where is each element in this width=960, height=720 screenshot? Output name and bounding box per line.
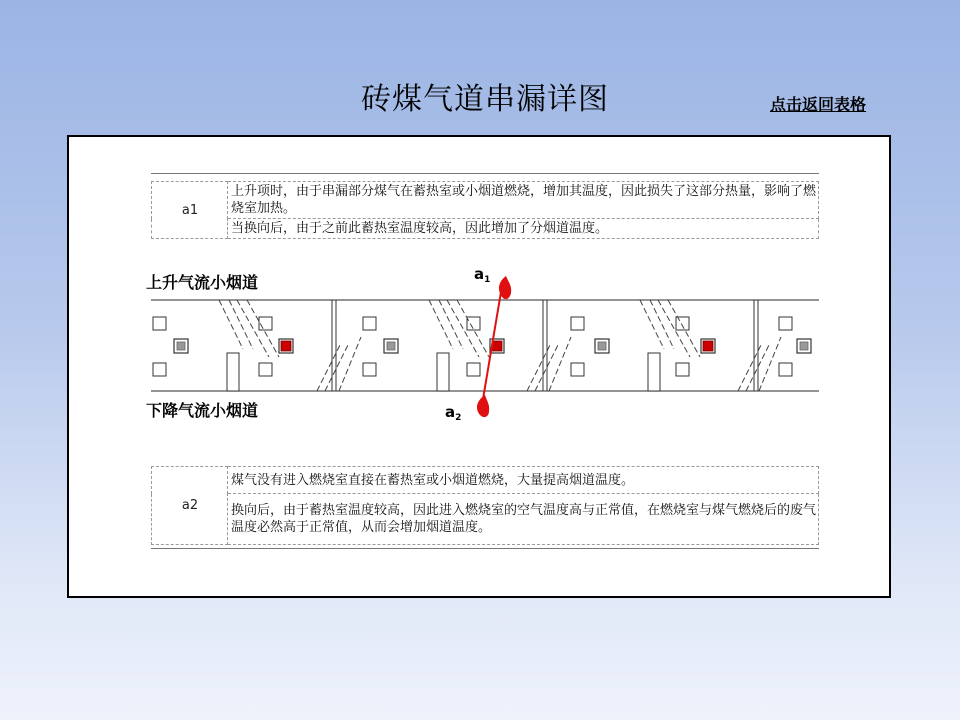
nozzle-hot-core — [281, 341, 291, 351]
duct-opening — [571, 363, 584, 376]
lower-flue-caption: 下降气流小烟道 — [146, 401, 259, 420]
duct-opening — [676, 317, 689, 330]
divider-posts — [227, 353, 660, 391]
upper-flue-caption: 上升气流小烟道 — [146, 273, 259, 292]
page-title: 砖煤气道串漏详图 — [361, 82, 609, 117]
back-to-table-link[interactable]: 点击返回表格 — [770, 95, 867, 114]
note-label-a1: a1 — [152, 182, 228, 239]
flame-a2-icon — [477, 395, 489, 417]
marker-a2-label: $a_2$ — [445, 403, 462, 423]
note-a1-text-1: 上升项时，由于串漏部分煤气在蓄热室或小烟道燃烧，增加其温度，因此损失了这部分热量，影响了燃烧室加热。 — [228, 182, 819, 219]
diagram-panel — [67, 135, 891, 598]
nozzle-grey-core — [387, 342, 395, 350]
duct-opening — [259, 363, 272, 376]
duct-opening — [779, 317, 792, 330]
duct-opening — [571, 317, 584, 330]
duct-opening — [259, 317, 272, 330]
duct-opening — [467, 317, 480, 330]
duct-opening — [363, 363, 376, 376]
nozzle-grey-core — [177, 342, 185, 350]
gas-nozzles-leaking — [279, 339, 715, 353]
duct-opening — [467, 363, 480, 376]
duct-opening — [779, 363, 792, 376]
duct-opening — [363, 317, 376, 330]
duct-opening — [676, 363, 689, 376]
note-label-a2: a2 — [152, 467, 228, 545]
note-a2-text-1: 煤气没有进入燃烧室直接在蓄热室或小烟道燃烧，大量提高烟道温度。 — [228, 467, 819, 494]
note-a1-text-2: 当换向后，由于之前此蓄热室温度较高，因此增加了分烟道温度。 — [228, 219, 819, 239]
nozzle-grey-core — [598, 342, 606, 350]
note-table-a2 — [151, 466, 819, 545]
duct-opening — [153, 317, 166, 330]
nozzle-hot-core — [703, 341, 713, 351]
marker-a1-label: $a_1$ — [474, 265, 491, 285]
note-a2-text-2: 换向后，由于蓄热室温度较高，因此进入燃烧室的空气温度高与正常值，在燃烧室与煤气燃烧后的废气温度必然高于正常值，从而会增加烟道温度。 — [228, 494, 819, 545]
duct-opening — [153, 363, 166, 376]
duct-openings-bottom — [153, 363, 792, 376]
nozzle-grey-core — [800, 342, 808, 350]
bottom-rule-a2 — [151, 548, 819, 549]
